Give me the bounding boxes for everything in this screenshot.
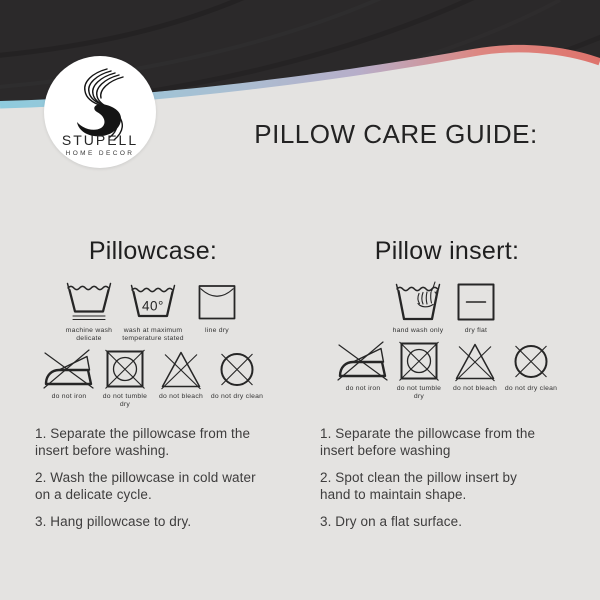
pillow-insert-heading: Pillow insert: — [374, 237, 520, 265]
warning-icon-cell — [97, 348, 153, 409]
do-not-tumble-dry-icon — [399, 341, 439, 381]
dry-flat-icon — [456, 282, 496, 322]
instruction-line: 3. Dry on a flat surface. — [320, 514, 463, 529]
care-icon-label: hand wash only — [392, 327, 444, 334]
instruction-line: 3. Hang pillowcase to dry. — [35, 514, 192, 529]
do-not-bleach-icon — [160, 348, 202, 390]
do-not-iron-icon — [337, 338, 389, 384]
machine-wash-delicate-icon — [65, 280, 113, 324]
warning-icon-label: do not iron — [51, 393, 87, 400]
pillowcase-warning-icon-row — [8, 348, 298, 409]
warning-icon-cell — [209, 348, 265, 401]
instruction-item — [35, 426, 287, 459]
instruction-line: 2. Wash the pillowcase in cold water — [35, 470, 256, 485]
page-title: PILLOW CARE GUIDE: — [254, 119, 538, 149]
care-icon-cell — [185, 280, 249, 335]
pillow-insert-instructions — [320, 426, 572, 542]
care-icon-cell — [389, 280, 447, 335]
hand-wash-only-icon — [394, 279, 442, 325]
care-icon-cell — [447, 280, 505, 335]
instruction-item — [35, 514, 287, 531]
do-not-dry-clean-icon — [217, 349, 257, 389]
stupell-logo — [44, 56, 156, 168]
warning-icon-label: do not iron — [345, 385, 381, 392]
pillowcase-heading: Pillowcase: — [88, 237, 218, 265]
instruction-line: 1. Separate the pillowcase from the — [320, 426, 536, 441]
warning-icon-cell — [335, 340, 391, 393]
warning-icon-cell — [503, 340, 559, 393]
logo-brand-name: STUPELL — [61, 132, 139, 148]
instruction-item — [320, 426, 572, 459]
instruction-line: hand to maintain shape. — [320, 486, 467, 502]
instruction-line: 1. Separate the pillowcase from the — [35, 426, 251, 441]
pillowcase-column — [8, 236, 298, 596]
instruction-line: insert before washing — [320, 442, 451, 458]
instruction-line: 2. Spot clean the pillow insert by — [320, 470, 518, 485]
warning-icon-label: do not tumble dry — [396, 385, 442, 400]
care-icon-cell — [121, 280, 185, 343]
do-not-dry-clean-icon — [511, 341, 551, 381]
instruction-item — [320, 514, 572, 531]
warning-icon-cell — [153, 348, 209, 401]
care-icon-label: dry flat — [464, 327, 488, 334]
pillow-insert-care-icon-row — [302, 280, 592, 335]
pillowcase-instructions — [35, 426, 287, 542]
warning-icon-label: do not bleach — [452, 385, 498, 392]
warning-icon-label: do not bleach — [158, 393, 204, 400]
care-icon-label: wash at maximum temperature stated — [122, 327, 184, 342]
care-icon-label: machine wash delicate — [65, 327, 113, 342]
pillow-insert-column — [302, 236, 592, 596]
warning-icon-label: do not tumble dry — [102, 393, 148, 408]
pillow-insert-warning-icon-row — [302, 340, 592, 401]
warning-icon-cell — [447, 340, 503, 393]
wash-max-temperature-icon — [129, 282, 177, 322]
instruction-item — [35, 470, 287, 503]
do-not-tumble-dry-icon — [105, 349, 145, 389]
warning-icon-cell — [41, 348, 97, 401]
instruction-line: insert before washing. — [35, 442, 170, 458]
pillowcase-care-icon-row — [8, 280, 298, 343]
do-not-iron-icon — [43, 346, 95, 392]
warning-icon-label: do not dry clean — [210, 393, 264, 400]
line-dry-icon — [198, 284, 236, 320]
logo-tagline: HOME DECOR — [65, 150, 135, 157]
do-not-bleach-icon — [454, 340, 496, 382]
instruction-line: on a delicate cycle. — [35, 486, 152, 502]
instruction-item — [320, 470, 572, 503]
wash-temperature-value: 40° — [142, 298, 164, 314]
care-icon-cell — [57, 280, 121, 343]
warning-icon-label: do not dry clean — [504, 385, 558, 392]
warning-icon-cell — [391, 340, 447, 401]
care-icon-label: line dry — [205, 327, 229, 334]
